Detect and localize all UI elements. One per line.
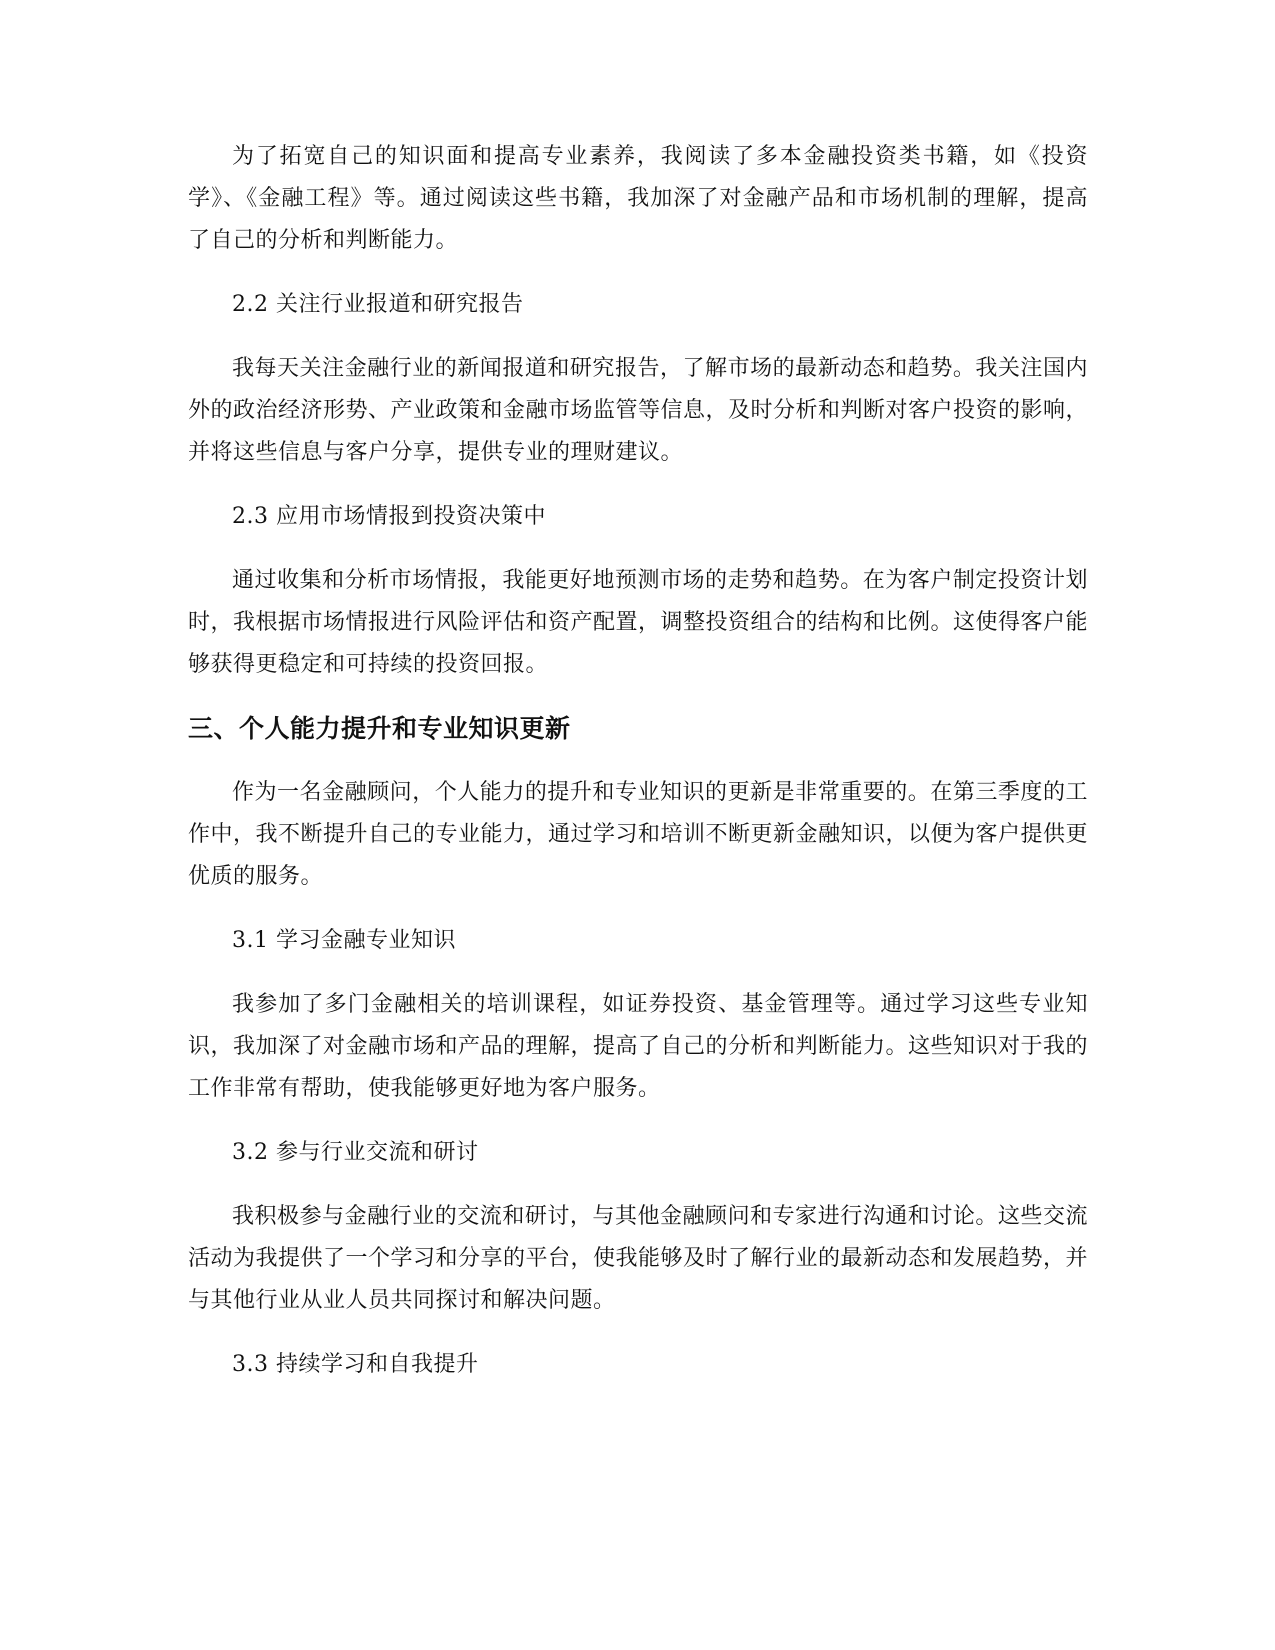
paragraph-industry-exchange: 我积极参与金融行业的交流和研讨，与其他金融顾问和专家进行沟通和讨论。这些交流活动为我提供了一个学习和分享的平台，使我能够及时了解行业的最新动态和发展趋势，并与其他行业从业人员共同探讨和解决问题。 [188, 1204, 1089, 1313]
paragraph-ability-improvement: 作为一名金融顾问，个人能力的提升和专业知识的更新是非常重要的。在第三季度的工作中，我不断提升自己的专业能力，通过学习和培训不断更新金融知识，以便为客户提供更优质的服务。 [188, 780, 1089, 889]
paragraph-reading-books: 为了拓宽自己的知识面和提高专业素养，我阅读了多本金融投资类书籍，如《投资学》、《金融工程》等。通过阅读这些书籍，我加深了对金融产品和市场机制的理解，提高了自己的分析和判断能力。 [188, 144, 1088, 253]
paragraph-industry-reports: 我每天关注金融行业的新闻报道和研究报告，了解市场的最新动态和趋势。我关注国内外的政治经济形势、产业政策和金融市场监管等信息，及时分析和判断对客户投资的影响，并将这些信息与客户分享，提供专业的理财建议。 [188, 356, 1089, 465]
subheading-3-3: 3.3 持续学习和自我提升 [232, 1352, 479, 1377]
subheading-3-1: 3.1 学习金融专业知识 [232, 928, 456, 953]
subheading-3-2: 3.2 参与行业交流和研讨 [232, 1140, 479, 1165]
section-heading-3: 三、个人能力提升和专业知识更新 [188, 714, 571, 743]
subheading-2-2: 2.2 关注行业报道和研究报告 [232, 292, 524, 317]
subheading-2-3: 2.3 应用市场情报到投资决策中 [232, 504, 546, 529]
document-body [188, 136, 1088, 1386]
paragraph-market-intelligence: 通过收集和分析市场情报，我能更好地预测市场的走势和趋势。在为客户制定投资计划时，我根据市场情报进行风险评估和资产配置，调整投资组合的结构和比例。这使得客户能够获得更稳定和可持续的投资回报。 [188, 568, 1089, 677]
paragraph-training-courses: 我参加了多门金融相关的培训课程，如证券投资、基金管理等。通过学习这些专业知识，我加深了对金融市场和产品的理解，提高了自己的分析和判断能力。这些知识对于我的工作非常有帮助，使我能够更好地为客户服务。 [188, 992, 1089, 1101]
